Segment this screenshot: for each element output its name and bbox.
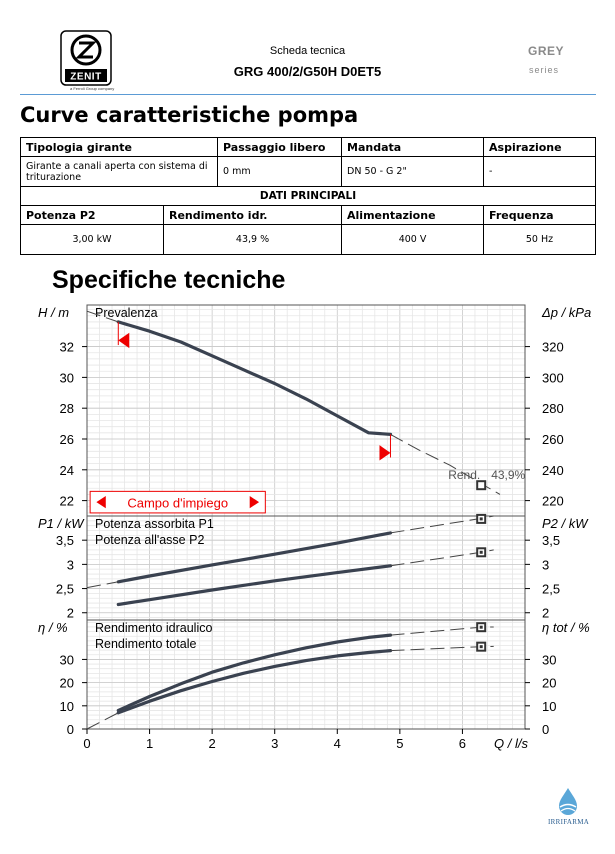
x-tick-label: 5 [396, 736, 404, 751]
brand-tagline: a Ferroli Group company [70, 86, 115, 91]
x-tick-label: 6 [458, 736, 467, 751]
x-axis-label: Q / l/s [494, 736, 528, 751]
efficiency-label: Rend. [448, 468, 481, 483]
zenit-logo [60, 30, 112, 88]
y-tick-label: 24 [59, 462, 74, 478]
table-banner-row [21, 187, 596, 206]
value-cell: 50 Hz [484, 225, 596, 255]
y-tick-label: 26 [59, 431, 74, 447]
y-tick-label: 20 [59, 675, 74, 691]
x-tick-label: 3 [271, 736, 279, 751]
value-cell: 3,00 kW [21, 225, 164, 255]
header-cell: Potenza P2 [21, 206, 164, 225]
efficiency-marker-dot [480, 517, 483, 520]
y2-tick-label: 2,5 [542, 581, 561, 597]
doc-type: Scheda tecnica [269, 45, 346, 57]
table-row [21, 225, 596, 255]
y2-tick-label: 220 [542, 493, 564, 509]
header-cell: Frequenza [484, 206, 596, 225]
y-tick-label: 2,5 [55, 581, 74, 597]
y2-tick-label: 30 [542, 652, 557, 668]
value-cell: 0 mm [218, 157, 342, 187]
table-row [21, 157, 596, 187]
legend-entry: Potenza assorbita P1 [95, 517, 214, 531]
table-header-row [21, 206, 596, 225]
y-axis-label: P1 / kW [38, 516, 84, 531]
y2-tick-label: 2 [542, 605, 550, 621]
value-cell: - [484, 157, 596, 187]
x-tick-label: 0 [83, 736, 91, 751]
range-limit-arrow-icon [379, 445, 390, 460]
plot-frame [87, 516, 525, 620]
legend-entry: Rendimento totale [95, 637, 197, 651]
efficiency-marker-dot [480, 626, 483, 629]
header-cell: Aspirazione [484, 138, 596, 157]
y-axis-label: H / m [38, 305, 70, 320]
irrifarma-drop-icon [555, 787, 581, 822]
x-tick-label: 4 [333, 736, 341, 751]
header-cell: Mandata [342, 138, 484, 157]
pump-curves-chart [0, 290, 615, 760]
legend-entry: Prevalenza [95, 306, 158, 320]
header-divider [20, 94, 596, 95]
y-tick-label: 32 [59, 339, 74, 355]
doc-code: GRG 400/2/G50H D0ET5 [233, 64, 382, 79]
y2-tick-label: 3 [542, 557, 550, 573]
legend-entry: Rendimento idraulico [95, 621, 213, 635]
series-sub: series [529, 65, 560, 75]
y2-tick-label: 300 [542, 370, 564, 386]
y2-tick-label: 20 [542, 675, 557, 691]
legend-entry: Potenza all'asse P2 [95, 533, 205, 547]
range-limit-arrow-icon [118, 333, 129, 348]
logo-wordmark: ZENIT [70, 71, 102, 83]
header-cell: Alimentazione [342, 206, 484, 225]
y-tick-label: 28 [59, 401, 74, 417]
operating-range-label: Campo d'impiego [127, 495, 229, 511]
series-extension-line [87, 582, 118, 588]
efficiency-value: 43,9% [491, 468, 526, 483]
value-cell: Girante a canali aperta con sistema di triturazione [21, 157, 218, 187]
y2-tick-label: 0 [542, 722, 550, 737]
y-tick-label: 10 [59, 698, 74, 714]
value-cell: 400 V [342, 225, 484, 255]
banner-cell: DATI PRINCIPALI [21, 187, 596, 206]
y2-tick-label: 240 [542, 462, 564, 478]
header-cell: Rendimento idr. [164, 206, 342, 225]
x-tick-label: 1 [145, 736, 154, 751]
y2-tick-label: 280 [542, 401, 564, 417]
efficiency-marker [477, 481, 485, 489]
irrifarma-logo-text: IRRIFARMA [548, 818, 590, 826]
y2-axis-label: Δp / kPa [542, 305, 592, 320]
efficiency-marker-dot [480, 551, 483, 554]
y2-tick-label: 260 [542, 431, 564, 447]
x-tick-label: 2 [208, 736, 216, 751]
efficiency-marker-dot [480, 645, 483, 648]
table-header-row [21, 138, 596, 157]
section-title: Curve caratteristiche pompa [20, 103, 359, 127]
y-tick-label: 22 [59, 493, 74, 509]
value-cell: DN 50 - G 2" [342, 157, 484, 187]
y2-axis-label: P2 / kW [542, 516, 588, 531]
y2-tick-label: 10 [542, 698, 557, 714]
chart-title: Specifiche tecniche [52, 266, 286, 294]
y-tick-label: 30 [59, 370, 74, 386]
y-tick-label: 3 [66, 557, 74, 573]
y2-tick-label: 320 [542, 339, 564, 355]
header-cell: Tipologia girante [21, 138, 218, 157]
y-tick-label: 30 [59, 652, 74, 668]
plot-frame [87, 305, 525, 516]
y-axis-label: η / % [38, 620, 68, 635]
value-cell: 43,9 % [164, 225, 342, 255]
specs-table [20, 137, 596, 255]
y-tick-label: 3,5 [55, 533, 74, 549]
series-name: GREY [528, 44, 565, 58]
y2-tick-label: 3,5 [542, 533, 561, 549]
header-cell: Passaggio libero [218, 138, 342, 157]
y2-axis-label: η tot / % [542, 620, 590, 635]
y-tick-label: 2 [66, 605, 74, 621]
y-tick-label: 0 [66, 722, 74, 737]
